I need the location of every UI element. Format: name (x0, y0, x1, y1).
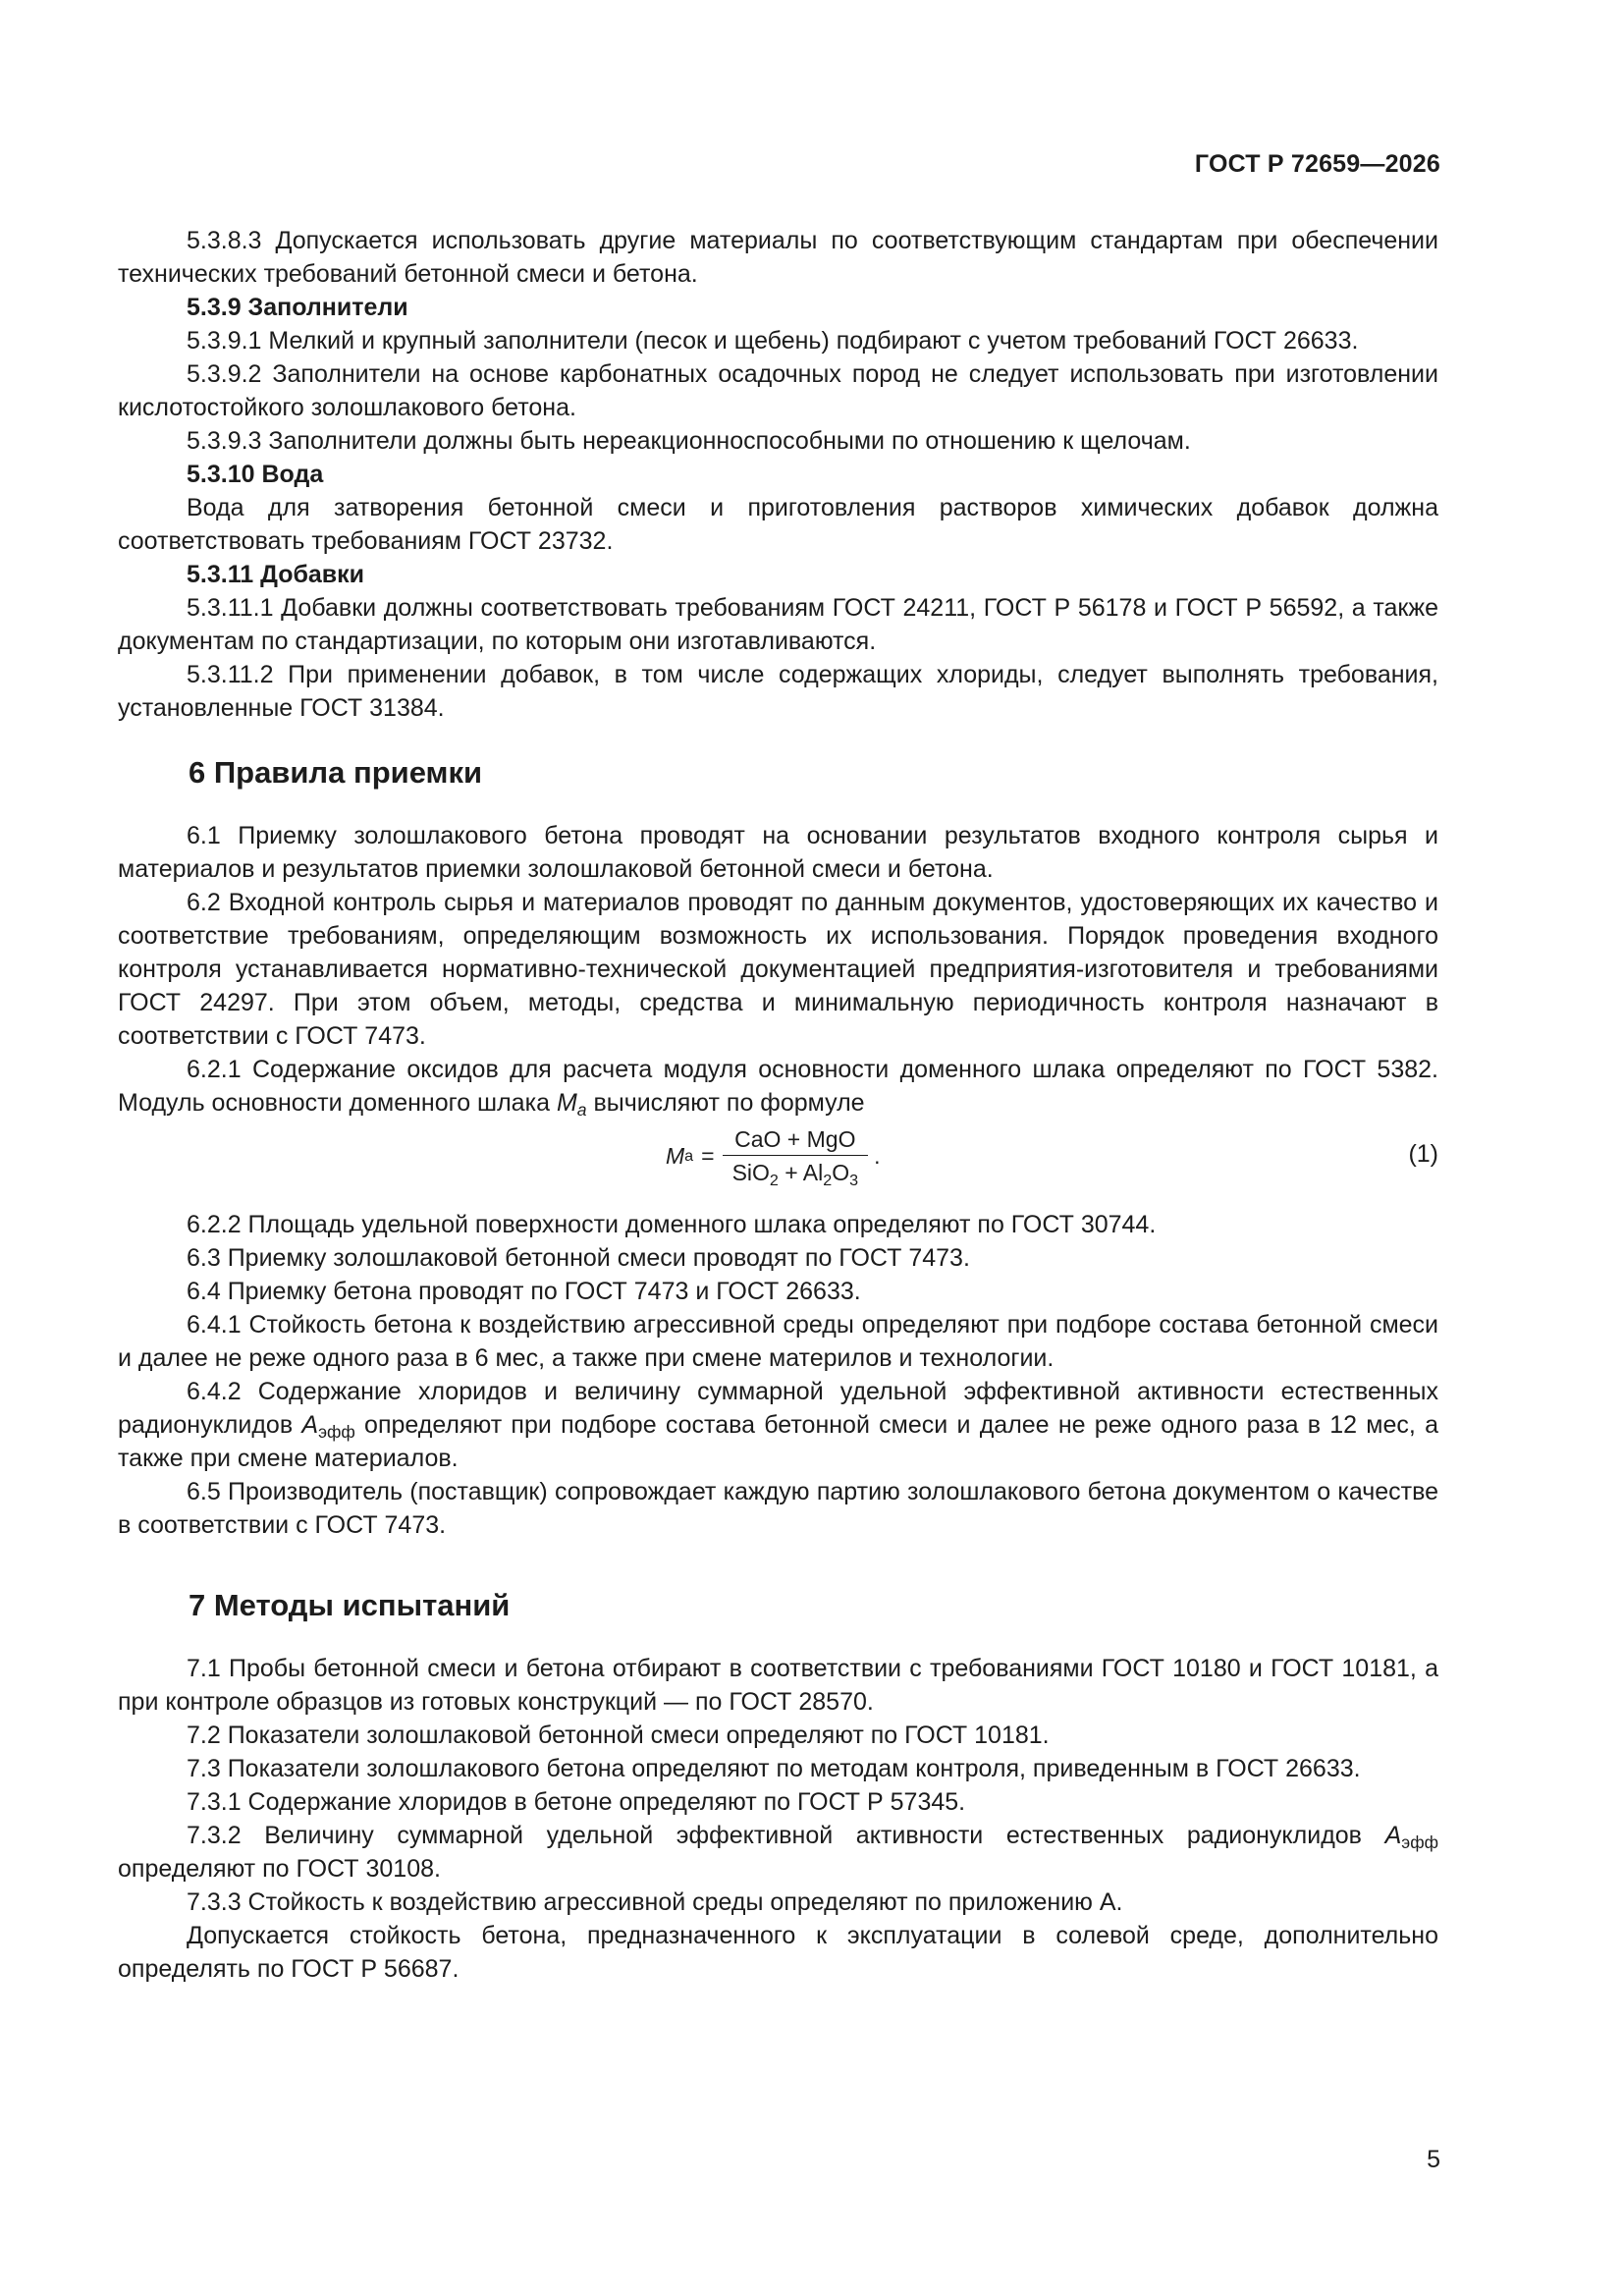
paragraph-6-3: 6.3 Приемку золошлаковой бетонной смеси проводят по ГОСТ 7473. (187, 1244, 970, 1272)
formula-number: (1) (1408, 1140, 1438, 1168)
subheading-5-3-11: 5.3.11 Добавки (187, 561, 365, 588)
paragraph-7-3: 7.3 Показатели золошлакового бетона определяют по методам контроля, приведенным в ГОСТ 26633. (187, 1755, 1361, 1782)
denominator-o: O (832, 1160, 850, 1185)
paragraph-6-4-2 (118, 1375, 1438, 1475)
paragraph-6-2-1-tail: вычисляют по формуле (586, 1089, 865, 1117)
formula-denominator (723, 1155, 869, 1189)
paragraph-6-2-2: 6.2.2 Площадь удельной поверхности доменного шлака определяют по ГОСТ 30744. (187, 1211, 1157, 1238)
paragraph-7-2: 7.2 Показатели золошлаковой бетонной смеси определяют по ГОСТ 10181. (187, 1722, 1050, 1749)
paragraph-7-3-2-tail: определяют по ГОСТ 30108. (118, 1855, 441, 1883)
section-6-title: 6 Правила приемки (189, 755, 483, 790)
paragraph-6-4-2-tail: определяют при подборе состава бетонной смеси и далее не реже одного раза в 12 мес, а также при смене материалов. (118, 1411, 1438, 1472)
denominator-sio-sub: 2 (769, 1172, 779, 1189)
paragraph-7-3-3: 7.3.3 Стойкость к воздействию агрессивной среды определяют по приложению А. (187, 1888, 1123, 1916)
section-7-title: 7 Методы испытаний (189, 1588, 511, 1622)
paragraph-5-3-11-2: 5.3.11.2 При применении добавок, в том числе содержащих хлориды, следует выполнять требования, установленные ГОСТ 31384. (118, 661, 1438, 722)
paragraph-7-3-2-text: 7.3.2 Величину суммарной удельной эффективной активности естественных радионуклидов (187, 1822, 1385, 1849)
formula-fraction (723, 1125, 869, 1189)
paragraph-6-2-1 (118, 1053, 1438, 1120)
formula-numerator: CaO + MgO (734, 1126, 856, 1152)
formula-lhs: M (666, 1143, 685, 1169)
document-code-header: ГОСТ Р 72659—2026 (1194, 150, 1440, 178)
subheading-5-3-10: 5.3.10 Вода (187, 461, 324, 488)
paragraph-6-2-1-text: 6.2.1 Содержание оксидов для расчета модуля основности доменного шлака определяют по ГОСТ 5382. Модуль основности доменного шлака (118, 1056, 1438, 1117)
paragraph-5-3-8-3: 5.3.8.3 Допускается использовать другие материалы по соответствующим стандартам при обеспечении технических требований бетонной смеси и бетона. (118, 227, 1438, 288)
paragraph-5-3-11-1: 5.3.11.1 Добавки должны соответствовать требованиям ГОСТ 24211, ГОСТ Р 56178 и ГОСТ Р 56592, а также документам по стандартизации, по которым они изготавливаются. (118, 594, 1438, 655)
paragraph-6-1: 6.1 Приемку золошлакового бетона проводят на основании результатов входного контроля сырья и материалов и результатов приемки золошлаковой бетонной смеси и бетона. (118, 822, 1438, 883)
paragraph-6-4-1: 6.4.1 Стойкость бетона к воздействию агрессивной среды определяют при подборе состава бетонной смеси и далее не реже одного раза в 6 мес, а также при смене материлов и технологии. (118, 1311, 1438, 1372)
paragraph-6-4: 6.4 Приемку бетона проводят по ГОСТ 7473 и ГОСТ 26633. (187, 1278, 861, 1305)
denominator-sio: SiO (731, 1160, 770, 1185)
subheading-5-3-9: 5.3.9 Заполнители (187, 294, 408, 321)
paragraph-6-2: 6.2 Входной контроль сырья и материалов проводят по данным документов, удостоверяющих их качество и соответствие требованиям, определяющим возможность их использования. Порядок проведения входного контроля устанавливается нормативно-технической документацией предприятия-изготовителя и требованиями ГОСТ 24297. При этом объем, методы, средства и минимальную периодичность контроля назначают в соответствии с ГОСТ 7473. (118, 889, 1438, 1050)
paragraph-5-3-10: Вода для затворения бетонной смеси и приготовления растворов химических добавок должна соответствовать требованиям ГОСТ 23732. (118, 494, 1438, 555)
formula-tail-period: . (874, 1143, 881, 1169)
paragraph-6-4-2-text: 6.4.2 Содержание хлоридов и величину суммарной удельной эффективной активности естественных радионуклидов (118, 1378, 1438, 1439)
symbol-m-subscript: a (576, 1100, 587, 1120)
denominator-o-sub: 3 (849, 1172, 859, 1189)
paragraph-7-3-1: 7.3.1 Содержание хлоридов в бетоне определяют по ГОСТ Р 57345. (187, 1788, 966, 1816)
formula-1 (118, 1123, 1438, 1198)
paragraph-7-3-2 (118, 1819, 1438, 1886)
paragraph-7-3-4: Допускается стойкость бетона, предназначенного к эксплуатации в солевой среде, дополнительно определять по ГОСТ Р 56687. (118, 1922, 1438, 1983)
paragraph-5-3-9-1: 5.3.9.1 Мелкий и крупный заполнители (песок и щебень) подбирают с учетом требований ГОСТ 26633. (187, 327, 1359, 355)
formula-equals: = (701, 1143, 715, 1169)
symbol-a-subscript: эфф (318, 1422, 355, 1442)
paragraph-5-3-9-2: 5.3.9.2 Заполнители на основе карбонатных осадочных пород не следует использовать при изготовлении кислотостойкого золошлакового бетона. (118, 360, 1438, 421)
paragraph-6-5: 6.5 Производитель (поставщик) сопровождает каждую партию золошлакового бетона документом о качестве в соответствии с ГОСТ 7473. (118, 1478, 1438, 1539)
symbol-a: A (301, 1411, 319, 1439)
symbol-a-2: A (1384, 1822, 1402, 1849)
symbol-a-2-subscript: эфф (1401, 1832, 1438, 1852)
symbol-m: M (556, 1089, 577, 1117)
paragraph-5-3-9-3: 5.3.9.3 Заполнители должны быть нереакционноспособными по отношению к щелочам. (187, 427, 1191, 455)
paragraph-7-1: 7.1 Пробы бетонной смеси и бетона отбирают в соответствии с требованиями ГОСТ 10180 и ГОСТ 10181, а при контроле образцов из готовых конструкций — по ГОСТ 28570. (118, 1655, 1438, 1716)
denominator-al: + Al (778, 1160, 824, 1185)
document-body (118, 224, 1438, 1986)
page-number: 5 (1427, 2146, 1440, 2173)
denominator-al-sub: 2 (823, 1172, 833, 1189)
formula-expression: M a = $\frac{\text{CaO + MgO}}{SiO_2 + Al_2O_3}$ . (666, 1126, 881, 1189)
